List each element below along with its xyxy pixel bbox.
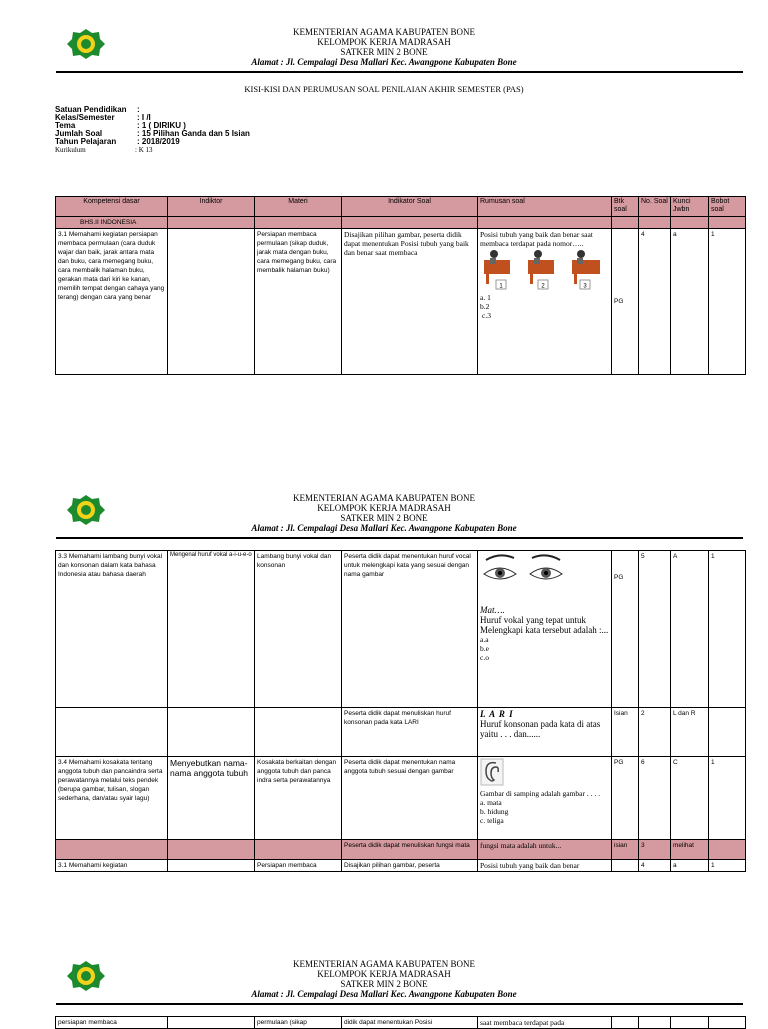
option-c: c. teliga xyxy=(480,816,504,825)
table-row xyxy=(56,757,746,840)
indikator-soal-cell: Peserta didik dapat menentukan nama anggota tubuh sesuai dengan gambar xyxy=(342,757,478,840)
info-value: : K 13 xyxy=(135,146,153,154)
letterhead-line1: KEMENTERIAN AGAMA KABUPATEN BONE xyxy=(293,959,475,969)
letterhead-address: Alamat : Jl. Cempalagi Desa Mallari Kec. Awangpone Kabupaten Bone xyxy=(251,989,517,999)
letterhead xyxy=(0,493,768,533)
letterhead xyxy=(0,27,768,67)
bobot-cell: 1 xyxy=(709,757,746,840)
option-a: a. 1 xyxy=(480,293,491,302)
indikator-soal-cell: Peserta didik dapat menuliskan fungsi mata xyxy=(342,840,478,860)
pic-label-2: 2 xyxy=(541,283,545,290)
bobot-cell xyxy=(709,840,746,860)
kd-cell: persiapan membaca xyxy=(56,1017,168,1029)
info-label: Jumlah Soal xyxy=(55,129,103,138)
col-header: Rumusan soal xyxy=(478,197,612,217)
rumusan-cell xyxy=(478,229,612,375)
indikator-cell: Menyebutkan nama-nama anggota tubuh xyxy=(168,757,255,840)
letterhead-line1: KEMENTERIAN AGAMA KABUPATEN BONE xyxy=(293,27,475,37)
btk-cell xyxy=(612,860,639,872)
btk-cell: PG xyxy=(612,229,639,375)
letterhead-address: Alamat : Jl. Cempalagi Desa Mallari Kec. Awangpone Kabupaten Bone xyxy=(251,523,517,533)
option-c: c.o xyxy=(480,653,489,662)
no-cell: 2 xyxy=(639,708,671,757)
col-header: Kunci Jwbn xyxy=(671,197,709,217)
rumusan-cell: fungsi mata adalah untuk... xyxy=(478,840,612,860)
btk-cell: isian xyxy=(612,840,639,860)
materi-cell: Kosakata berkaitan dengan anggota tubuh dan panca indra serta perawatannya xyxy=(255,757,342,840)
table-row xyxy=(56,1017,746,1029)
rumusan-text: Huruf konsonan pada kata di atas yaitu . . . dan...... xyxy=(480,719,601,739)
option-b: b.e xyxy=(480,644,489,653)
option-b: b. hidung xyxy=(480,807,509,816)
btk-cell: PG xyxy=(612,551,639,708)
document-info xyxy=(55,106,250,154)
info-label: Tahun Pelajaran xyxy=(55,137,117,146)
kd-cell: 3.1 Memahami kegiatan xyxy=(56,860,168,872)
info-label: Kelas/Semester xyxy=(55,113,115,122)
pic-label-1: 1 xyxy=(499,283,503,290)
question-word: L A R I xyxy=(480,709,514,719)
materi-cell: Persiapan membaca permulaan (sikap duduk, jarak mata dengan buku, cara memegang buku, cara membalik halaman buku) xyxy=(255,229,342,375)
table-row xyxy=(56,229,746,375)
info-value: : xyxy=(137,105,140,114)
no-cell: 5 xyxy=(639,551,671,708)
letterhead-rule xyxy=(56,71,743,73)
col-header: Btk soal xyxy=(612,197,639,217)
info-label: Kurikulum xyxy=(55,146,86,154)
kd-cell: 3.1 Memahami kegiatan persiapan membaca permulaan (cara duduk wajar dan baik, jarak antara mata dan buku, cara memegang buku, cara membalik halaman buku, gerakan mata dari kiri ke kanan, memilih tempat dengan cahaya yang terang) dengan cara yang benar xyxy=(56,229,168,375)
col-header: No. Soal xyxy=(639,197,671,217)
letterhead-rule xyxy=(56,1003,743,1005)
col-header: Materi xyxy=(255,197,342,217)
indikator-soal-cell: didik dapat menentukan Posisi xyxy=(342,1017,478,1029)
indikator-soal-cell: Disajikan pilihan gambar, peserta didik dapat menentukan Posisi tubuh yang baik dan benar saat membaca xyxy=(342,229,478,375)
bobot-cell: 1 xyxy=(709,551,746,708)
eyes-illustration xyxy=(480,552,570,592)
rumusan-cell: Posisi tubuh yang baik dan benar xyxy=(478,860,612,872)
kunci-cell: A xyxy=(671,551,709,708)
btk-cell: Isian xyxy=(612,708,639,757)
option-b: b.2 xyxy=(480,302,490,311)
table-row xyxy=(56,551,746,708)
kd-cell: 3.3 Memahami lambang bunyi vokal dan konsonan dalam kata bahasa Indonesia atau bahasa daerah xyxy=(56,551,168,708)
kunci-cell: C xyxy=(671,757,709,840)
kunci-cell: L dan R xyxy=(671,708,709,757)
pic-label-3: 3 xyxy=(583,283,587,290)
btk-cell: PG xyxy=(612,757,639,840)
kunci-cell: a xyxy=(671,229,709,375)
option-c: c.3 xyxy=(482,311,491,320)
indikator-cell: Mengenal huruf vokal a-i-u-e-o xyxy=(168,551,255,708)
sitting-posture-illustration xyxy=(480,248,606,290)
letterhead-line3: SATKER MIN 2 BONE xyxy=(340,513,428,523)
rumusan-text: Posisi tubuh yang baik dan benar saat membaca terdapat pada nomor….. xyxy=(480,230,593,248)
document-title: KISI-KISI DAN PERUMUSAN SOAL PENILAIAN AKHIR SEMESTER (PAS) xyxy=(244,84,524,94)
letterhead xyxy=(0,959,768,999)
kisi-table-page2 xyxy=(55,550,746,872)
info-value: : 15 Pilihan Ganda dan 5 Isian xyxy=(137,129,250,138)
letterhead-line3: SATKER MIN 2 BONE xyxy=(340,47,428,57)
info-value: : 2018/2019 xyxy=(137,137,180,146)
subject-label: BHS.II INDONESIA xyxy=(56,217,168,229)
letterhead-line2: KELOMPOK KERJA MADRASAH xyxy=(317,503,451,513)
col-header: Indiktor xyxy=(168,197,255,217)
rumusan-cell xyxy=(478,551,612,708)
table-row xyxy=(56,840,746,860)
materi-cell: Lambang bunyi vokal dan konsonan xyxy=(255,551,342,708)
indikator-soal-cell: Peserta didik dapat menuliskan huruf konsonan pada kata LARI xyxy=(342,708,478,757)
no-cell: 4 xyxy=(639,229,671,375)
materi-cell: permulaan (sikap xyxy=(255,1017,342,1029)
bobot-cell xyxy=(709,708,746,757)
info-value: : 1 ( DIRIKU ) xyxy=(137,121,186,130)
rumusan-text: Gambar di samping adalah gambar . . . . xyxy=(480,789,600,798)
kd-cell: 3.4 Memahami kosakata tentang anggota tubuh dan pancaindra serta perawatannya melalui teks pendek (berupa gambar, tulisan, slogan sederhana, dan/atau syair lagu) xyxy=(56,757,168,840)
kunci-cell: melihat xyxy=(671,840,709,860)
letterhead-line2: KELOMPOK KERJA MADRASAH xyxy=(317,37,451,47)
col-header: Indikator Soal xyxy=(342,197,478,217)
kunci-cell: a xyxy=(671,860,709,872)
table-row xyxy=(56,860,746,872)
col-header: Bobot soal xyxy=(709,197,746,217)
bobot-cell: 1 xyxy=(709,229,746,375)
col-header: Kompetensi dasar xyxy=(56,197,168,217)
table-row xyxy=(56,708,746,757)
indikator-soal-cell: Disajikan pilihan gambar, peserta xyxy=(342,860,478,872)
rumusan-cell: saat membaca terdapat pada xyxy=(478,1017,612,1029)
letterhead-address: Alamat : Jl. Cempalagi Desa Mallari Kec. Awangpone Kabupaten Bone xyxy=(251,57,517,67)
option-a: a. mata xyxy=(480,798,502,807)
rumusan-cell xyxy=(478,708,612,757)
materi-cell: Persiapan membaca xyxy=(255,860,342,872)
letterhead-line1: KEMENTERIAN AGAMA KABUPATEN BONE xyxy=(293,493,475,503)
info-label: Satuan Pendidikan xyxy=(55,105,127,114)
letterhead-rule xyxy=(56,537,743,539)
no-cell: 4 xyxy=(639,860,671,872)
letterhead-line2: KELOMPOK KERJA MADRASAH xyxy=(317,969,451,979)
option-a: a.a xyxy=(480,635,489,644)
rumusan-text: Huruf vokal yang tepat untuk Melengkapi kata tersebut adalah :... xyxy=(480,615,609,635)
kisi-table-page1 xyxy=(55,196,746,375)
question-word: Mat…. xyxy=(480,605,505,615)
no-cell: 3 xyxy=(639,840,671,860)
rumusan-cell xyxy=(478,757,612,840)
info-label: Tema xyxy=(55,121,76,130)
kisi-table-page3 xyxy=(55,1016,746,1029)
indikator-soal-cell: Peserta didik dapat menentukan huruf vocal untuk melengkapi kata yang sesuai dengan nama gambar xyxy=(342,551,478,708)
letterhead-line3: SATKER MIN 2 BONE xyxy=(340,979,428,989)
bobot-cell: 1 xyxy=(709,860,746,872)
no-cell: 6 xyxy=(639,757,671,840)
info-value: : I /I xyxy=(137,113,151,122)
ear-illustration xyxy=(480,758,504,786)
